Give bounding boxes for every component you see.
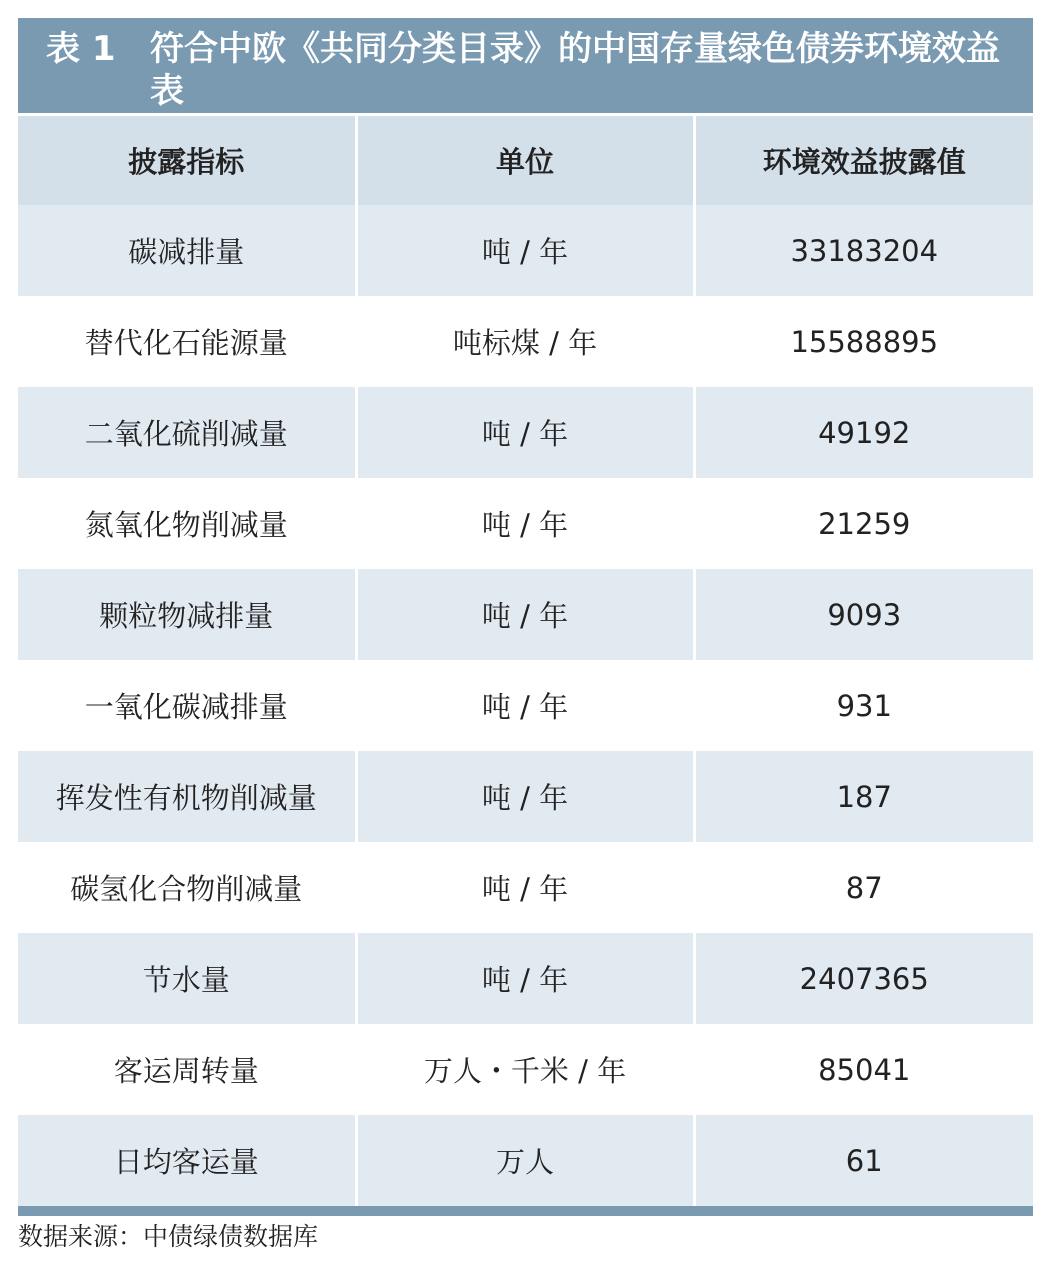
- table-row: [18, 296, 1033, 387]
- value-cell: 2407365: [694, 933, 1033, 1024]
- unit-cell: 吨 / 年: [356, 933, 694, 1024]
- value-cell: 931: [694, 660, 1033, 751]
- table-label: 表 1: [46, 29, 116, 69]
- unit-cell: 吨 / 年: [356, 205, 694, 296]
- unit-cell: 吨 / 年: [356, 478, 694, 569]
- indicator-cell: 碳氢化合物削减量: [18, 842, 356, 933]
- table-bottom-rule: [18, 1206, 1033, 1216]
- value-cell: 21259: [694, 478, 1033, 569]
- indicator-cell: 挥发性有机物削减量: [18, 751, 356, 842]
- table-frame: [18, 18, 1033, 1216]
- indicator-cell: 节水量: [18, 933, 356, 1024]
- table-row: [18, 660, 1033, 751]
- table-row: [18, 387, 1033, 478]
- unit-cell: 吨 / 年: [356, 387, 694, 478]
- environmental-benefit-table: [18, 113, 1033, 1206]
- table-row: [18, 751, 1033, 842]
- indicator-cell: 日均客运量: [18, 1115, 356, 1206]
- table-title: 符合中欧《共同分类目录》的中国存量绿色债券环境效益表: [150, 29, 1000, 111]
- indicator-cell: 替代化石能源量: [18, 296, 356, 387]
- value-cell: 187: [694, 751, 1033, 842]
- unit-cell: 吨 / 年: [356, 842, 694, 933]
- indicator-cell: 氮氧化物削减量: [18, 478, 356, 569]
- table-row: [18, 1024, 1033, 1115]
- table-title-bar: [18, 18, 1033, 113]
- data-source-note: 数据来源：中债绿债数据库: [18, 1222, 319, 1251]
- unit-cell: 吨 / 年: [356, 751, 694, 842]
- unit-cell: 吨标煤 / 年: [356, 296, 694, 387]
- indicator-cell: 颗粒物减排量: [18, 569, 356, 660]
- value-cell: 49192: [694, 387, 1033, 478]
- table-row: [18, 842, 1033, 933]
- header-unit: 单位: [356, 115, 694, 206]
- value-cell: 33183204: [694, 205, 1033, 296]
- unit-cell: 吨 / 年: [356, 569, 694, 660]
- indicator-cell: 碳减排量: [18, 205, 356, 296]
- indicator-cell: 二氧化硫削减量: [18, 387, 356, 478]
- unit-cell: 万人: [356, 1115, 694, 1206]
- indicator-cell: 客运周转量: [18, 1024, 356, 1115]
- unit-cell: 万人・千米 / 年: [356, 1024, 694, 1115]
- value-cell: 87: [694, 842, 1033, 933]
- table-row: [18, 205, 1033, 296]
- value-cell: 85041: [694, 1024, 1033, 1115]
- table-header-row: [18, 115, 1033, 206]
- table-row: [18, 478, 1033, 569]
- value-cell: 15588895: [694, 296, 1033, 387]
- unit-cell: 吨 / 年: [356, 660, 694, 751]
- table-row: [18, 1115, 1033, 1206]
- header-value: 环境效益披露值: [694, 115, 1033, 206]
- indicator-cell: 一氧化碳减排量: [18, 660, 356, 751]
- table-row: [18, 569, 1033, 660]
- header-indicator: 披露指标: [18, 115, 356, 206]
- value-cell: 9093: [694, 569, 1033, 660]
- table-row: [18, 933, 1033, 1024]
- value-cell: 61: [694, 1115, 1033, 1206]
